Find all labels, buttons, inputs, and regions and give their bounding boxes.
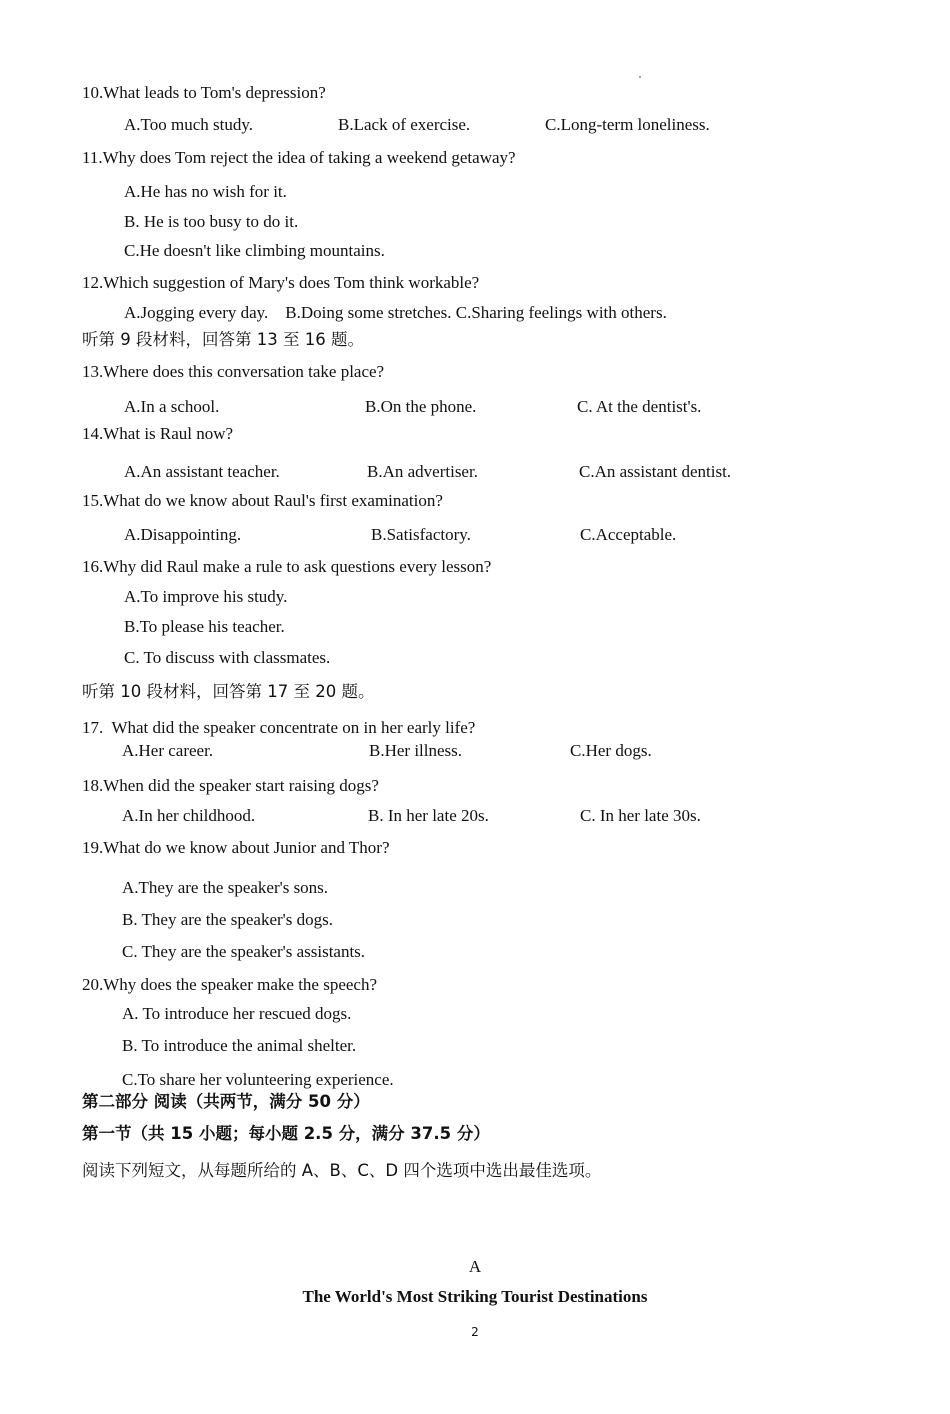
q14-option-c: C.An assistant dentist. bbox=[579, 462, 732, 481]
q18-option-c: C. In her late 30s. bbox=[580, 806, 701, 825]
q10-stem: 10.What leads to Tom's depression? bbox=[82, 83, 326, 102]
q11-stem: 11.Why does Tom reject the idea of taking a weekend getaway? bbox=[82, 148, 516, 167]
q13-stem: 13.Where does this conversation take place? bbox=[82, 362, 385, 381]
q12-stem: 12.Which suggestion of Mary's does Tom think workable? bbox=[82, 273, 480, 292]
q19-stem: 19.What do we know about Junior and Thor? bbox=[82, 838, 390, 857]
scan-dot bbox=[639, 76, 641, 78]
q15-option-b: B.Satisfactory. bbox=[371, 525, 471, 544]
q13-option-a: A.In a school. bbox=[124, 397, 220, 416]
q19-option-b: B. They are the speaker's dogs. bbox=[122, 910, 333, 929]
q11-option-a: A.He has no wish for it. bbox=[124, 182, 287, 201]
page-number: 2 bbox=[471, 1325, 479, 1339]
section-9-instruction: 听第 9 段材料，回答第 13 至 16 题。 bbox=[82, 330, 364, 349]
q17-stem: 17. What did the speaker concentrate on in her early life? bbox=[82, 718, 476, 737]
q11-option-b: B. He is too busy to do it. bbox=[124, 212, 299, 231]
q14-option-a: A.An assistant teacher. bbox=[124, 462, 280, 481]
q19-option-a: A.They are the speaker's sons. bbox=[122, 878, 329, 897]
q20-option-b: B. To introduce the animal shelter. bbox=[122, 1036, 357, 1055]
passage-label: A bbox=[468, 1257, 482, 1276]
part-2-heading: 第二部分 阅读（共两节，满分 50 分） bbox=[82, 1092, 370, 1111]
q10-option-c: C.Long-term loneliness. bbox=[545, 115, 710, 134]
q15-stem: 15.What do we know about Raul's first examination? bbox=[82, 491, 443, 510]
q18-option-b: B. In her late 20s. bbox=[368, 806, 489, 825]
q10-option-a: A.Too much study. bbox=[124, 115, 253, 134]
q10-option-b: B.Lack of exercise. bbox=[338, 115, 471, 134]
q17-option-c: C.Her dogs. bbox=[570, 741, 652, 760]
q14-option-b: B.An advertiser. bbox=[367, 462, 478, 481]
q15-option-c: C.Acceptable. bbox=[580, 525, 677, 544]
reading-instruction: 阅读下列短文，从每题所给的 A、B、C、D 四个选项中选出最佳选项。 bbox=[82, 1161, 602, 1180]
q14-stem: 14.What is Raul now? bbox=[82, 424, 234, 443]
q18-option-a: A.In her childhood. bbox=[122, 806, 256, 825]
q20-option-c: C.To share her volunteering experience. bbox=[122, 1070, 394, 1089]
q20-stem: 20.Why does the speaker make the speech? bbox=[82, 975, 378, 994]
section-1-heading: 第一节（共 15 小题；每小题 2.5 分，满分 37.5 分） bbox=[82, 1124, 490, 1143]
q16-option-b: B.To please his teacher. bbox=[124, 617, 285, 636]
q12-options: A.Jogging every day. B.Doing some stretches. C.Sharing feelings with others. bbox=[124, 303, 667, 322]
q16-stem: 16.Why did Raul make a rule to ask questions every lesson? bbox=[82, 557, 492, 576]
q16-option-c: C. To discuss with classmates. bbox=[124, 648, 331, 667]
q17-option-b: B.Her illness. bbox=[369, 741, 463, 760]
q20-option-a: A. To introduce her rescued dogs. bbox=[122, 1004, 352, 1023]
q15-option-a: A.Disappointing. bbox=[124, 525, 242, 544]
q13-option-b: B.On the phone. bbox=[365, 397, 477, 416]
q13-option-c: C. At the dentist's. bbox=[577, 397, 702, 416]
section-10-instruction: 听第 10 段材料，回答第 17 至 20 题。 bbox=[82, 682, 375, 701]
q19-option-c: C. They are the speaker's assistants. bbox=[122, 942, 366, 961]
q18-stem: 18.When did the speaker start raising dogs? bbox=[82, 776, 379, 795]
q16-option-a: A.To improve his study. bbox=[124, 587, 288, 606]
passage-title: The World's Most Striking Tourist Destinations bbox=[302, 1287, 648, 1306]
q11-option-c: C.He doesn't like climbing mountains. bbox=[124, 241, 385, 260]
q17-option-a: A.Her career. bbox=[122, 741, 214, 760]
